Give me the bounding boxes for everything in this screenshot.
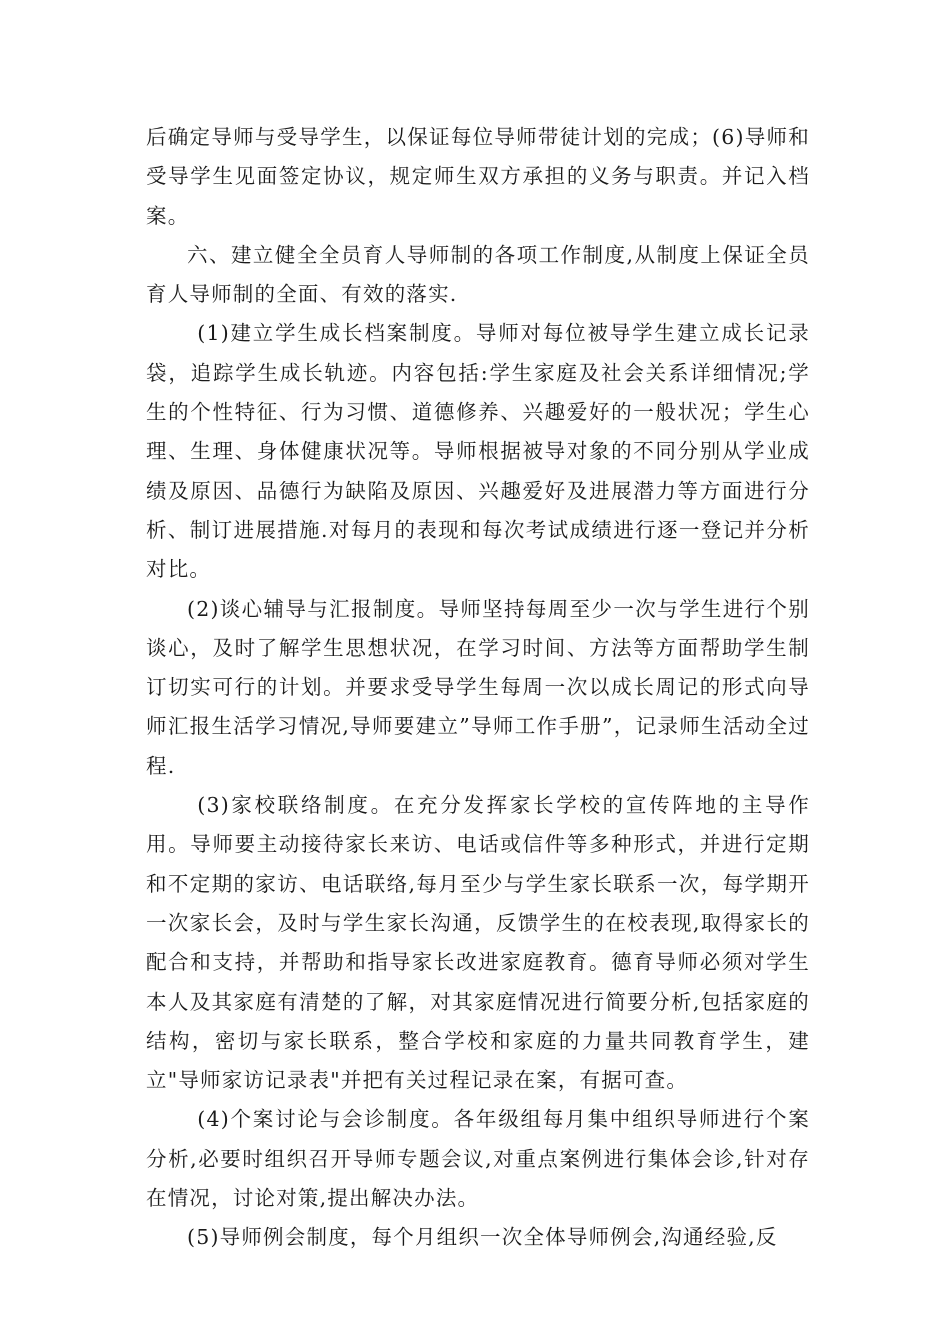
document-body <box>146 118 810 1258</box>
paragraph-item-1: (1)建立学生成长档案制度。导师对每位被导学生建立成长记录袋，追踪学生成长轨迹。内容包括:学生家庭及社会关系详细情况;学生的个性特征、行为习惯、道德修养、兴趣爱好的一般状况；学生心理、生理、身体健康状况等。导师根据被导对象的不同分别从学业成绩及原因、品德行为缺陷及原因、兴趣爱好及进展潜力等方面进行分析、制订进展措施.对每月的表现和每次考试成绩进行逐一登记并分析对比。 <box>146 321 810 582</box>
paragraph-item-5: (5)导师例会制度，每个月组织一次全体导师例会,沟通经验,反 <box>187 1225 778 1250</box>
paragraph-item-3: (3)家校联络制度。在充分发挥家长学校的宣传阵地的主导作用。导师要主动接待家长来访、电话或信件等多种形式，并进行定期和不定期的家访、电话联络,每月至少与学生家长联系一次，每学期开一次家长会，及时与学生家长沟通，反馈学生的在校表现,取得家长的配合和支持，并帮助和指导家长改进家庭教育。德育导师必须对学生本人及其家庭有清楚的了解，对其家庭情况进行简要分析,包括家庭的结构，密切与家长联系，整合学校和家庭的力量共同教育学生，建立"导师家访记录表"并把有关过程记录在案，有据可查。 <box>146 793 810 1093</box>
paragraph-section-six: 六、建立健全全员育人导师制的各项工作制度,从制度上保证全员育人导师制的全面、有效的落实. <box>146 242 810 307</box>
paragraph-item-4: (4)个案讨论与会诊制度。各年级组每月集中组织导师进行个案分析,必要时组织召开导师专题会议,对重点案例进行集体会诊,针对存在情况，讨论对策,提出解决办法。 <box>146 1107 810 1211</box>
paragraph-continuation: 后确定导师与受导学生，以保证每位导师带徒计划的完成；(6)导师和受导学生见面签定协议，规定师生双方承担的义务与职责。并记入档案。 <box>146 125 810 228</box>
paragraph-item-2: (2)谈心辅导与汇报制度。导师坚持每周至少一次与学生进行个别谈心，及时了解学生思想状况，在学习时间、方法等方面帮助学生制订切实可行的计划。并要求受导学生每周一次以成长周记的形式向导师汇报生活学习情况,导师要建立”导师工作手册”，记录师生活动全过程. <box>146 596 810 778</box>
